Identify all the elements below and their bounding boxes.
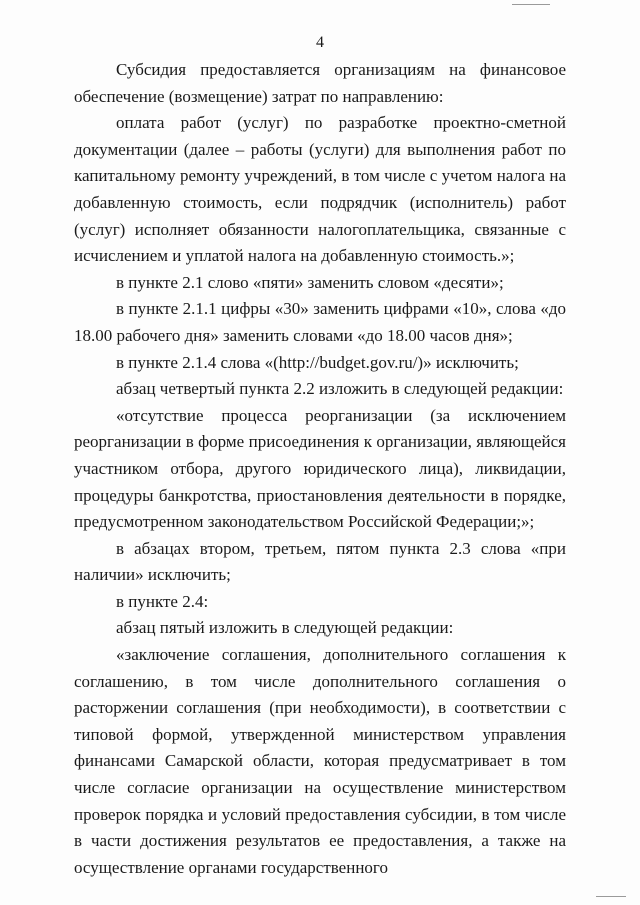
scan-artifact [512, 4, 550, 5]
scan-artifact [596, 896, 626, 897]
paragraph: абзац четвертый пункта 2.2 изложить в следующей редакции: [116, 379, 564, 399]
page-number: 4 [316, 34, 324, 51]
paragraph: «заключение соглашения, дополнительного соглашения к соглашению, в том числе дополнительного соглашения о расторжении соглашения (при необходимости), в соответствии с типовой формой, утвержденной министерством управления финансами Самарской области, которая предусматривает в том числе согласие организации на осуществление министерством проверок порядка и условий предоставления субсидии, в том числе в части достижения результатов ее предоставления, а также на осуществление органами государственного [74, 645, 566, 877]
paragraph: в пункте 2.1 слово «пяти» заменить словом «десяти»; [116, 272, 504, 292]
paragraph: в пункте 2.1.4 слова «(http://budget.gov.ru/)» исключить; [116, 352, 519, 372]
paragraph: в абзацах втором, третьем, пятом пункта 2.3 слова «при наличии» исключить; [74, 538, 566, 585]
document-body [74, 57, 566, 881]
paragraph: оплата работ (услуг) по разработке проектно-сметной документации (далее – работы (услуги) для выполнения работ по капитальному ремонту учреждений, в том числе с учетом налога на добавленную стоимость, если подрядчик (исполнитель) работ (услуг) исполняет обязанности налогоплательщика, связанные с исчислением и уплатой налога на добавленную стоимость.»; [74, 113, 566, 266]
paragraph: «отсутствие процесса реорганизации (за исключением реорганизации в форме присоединения к организации, являющейся участником отбора, другого юридического лица), ликвидации, процедуры банкротства, приостановления деятельности в порядке, предусмотренном законодательством Российской Федерации;»; [74, 405, 566, 532]
paragraph: в пункте 2.1.1 цифры «30» заменить цифрами «10», слова «до 18.00 рабочего дня» заменить словами «до 18.00 часов дня»; [74, 299, 566, 345]
paragraph: в пункте 2.4: [116, 591, 209, 611]
paragraph: абзац пятый изложить в следующей редакции: [116, 618, 454, 638]
paragraph: Субсидия предоставляется организациям на финансовое обеспечение (возмещение) затрат по направлению: [74, 60, 566, 106]
